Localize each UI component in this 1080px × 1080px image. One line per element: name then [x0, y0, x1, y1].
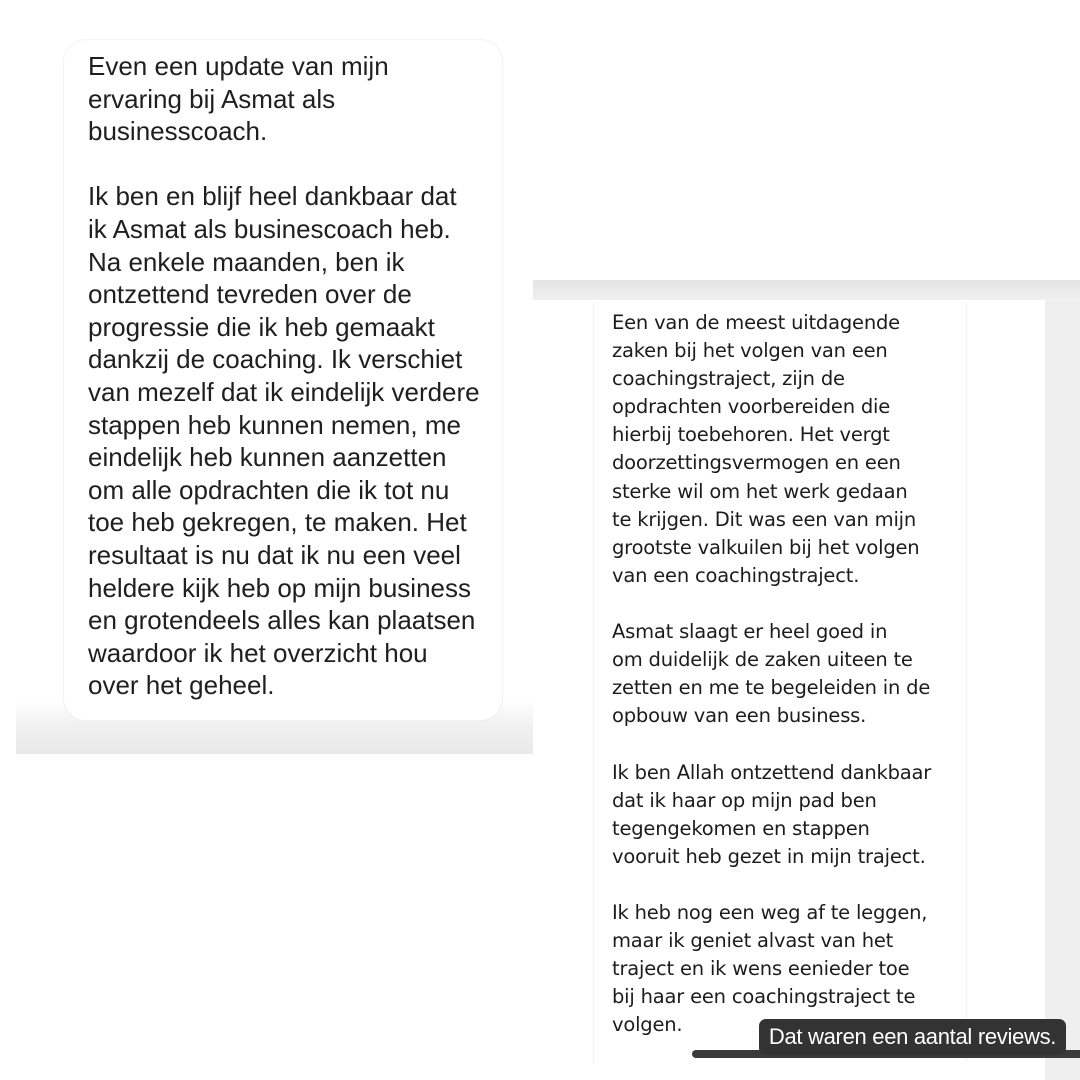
screenshot-top-edge [533, 280, 1080, 300]
caption-sticker: Dat waren een aantal reviews. [759, 1019, 1066, 1055]
left-review-screenshot [16, 0, 533, 754]
right-review-text: Een van de meest uitdagende zaken bij het volgen van een coachingstraject, zijn de opdrachten voorbereiden die hierbij toebehoren. Het vergt doorzettingsvermogen en een sterke wil om het werk gedaan te krijgen. Dit was een van mijn grootste valkuilen bij het volgen van een coachingstraject. Asmat slaagt er heel goed in om duidelijk de zaken uiteen te zetten en me te begeleiden in de opbouw van een business. Ik ben Allah ontzettend dankbaar dat ik haar op mijn pad ben tegengekomen en stappen vooruit heb gezet in mijn traject. Ik heb nog een weg af te leggen, maar ik geniet alvast van het traject en ik wens eenieder toe bij haar een coachingstraject te volgen. [612, 311, 932, 1037]
screenshot-right-edge [1045, 300, 1080, 1080]
right-review-screenshot [533, 280, 1080, 1080]
left-review-text: Even een update van mijn ervaring bij Asmat als businesscoach. Ik ben en blijf heel dankbaar dat ik Asmat als businescoach heb. Na enkele maanden, ben ik ontzettend tevreden over de progressie die ik heb gemaakt dankzij de coaching. Ik verschiet van mezelf dat ik eindelijk verdere stappen heb kunnen nemen, me eindelijk heb kunnen aanzetten om alle opdrachten die ik tot nu toe heb gekregen, te maken. Het resultaat is nu dat ik nu een veel heldere kijk heb op mijn business en grotendeels alles kan plaatsen waardoor ik het overzicht hou over het geheel. [88, 51, 480, 701]
